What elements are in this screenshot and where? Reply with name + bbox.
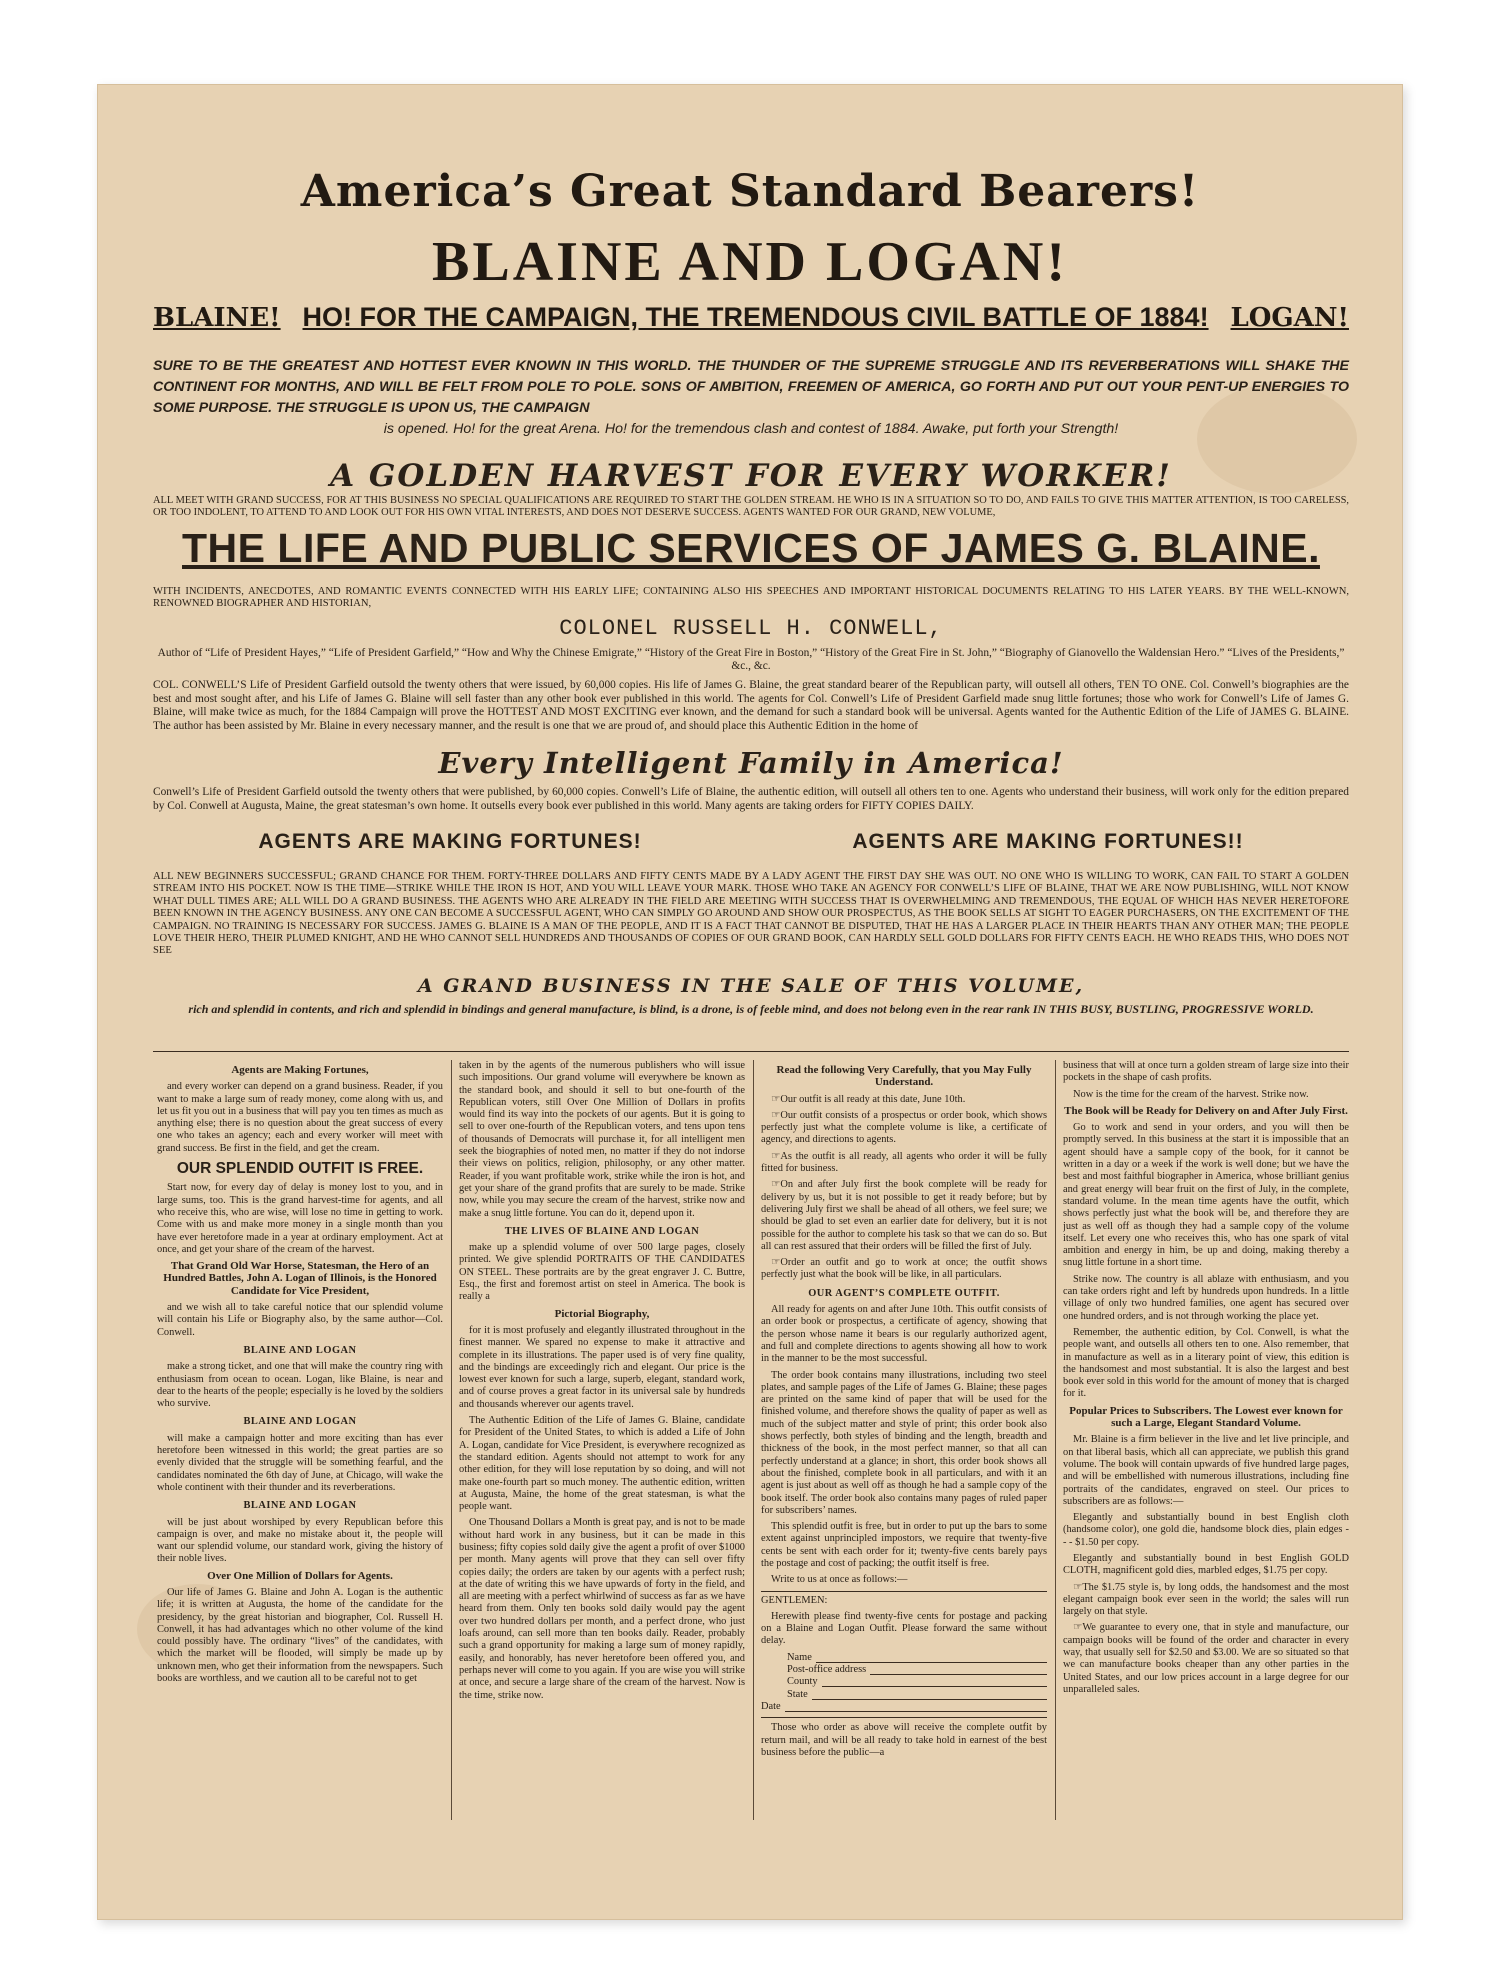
column-4 [1063,1060,1349,1820]
col1-subheading: BLAINE AND LOGAN [243,1416,357,1428]
col3-item: ☞Order an outfit and go to work at once; the outfit shows perfectly just what the book will be like, in all particulars. [761,1257,1047,1281]
col1-subheading: BLAINE AND LOGAN [243,1344,357,1356]
col3-read-heading: Read the following Very Carefully, that you May Fully Understand. [776,1064,1032,1089]
col1-outfit-heading: OUR SPLENDID OUTFIT IS FREE. [176,1160,424,1178]
col4-delivery-heading: The Book will be Ready for Delivery on and After July First. [1064,1104,1348,1117]
col3-paragraph: The order book contains many illustrations, including two steel plates, and sample pages of the Life of James G. Blaine; these pages are printed on the same kind of paper that will be used for the finished volume, and therefore shows the quality of paper as well as much of the subject matter and style of print; this order book also shows perfectly, both styles of binding and the length, breadth and thickness of the book, in the most perfect manner, so that all can perfectly understand at a glance; in short, this order book shows all about the finished, complete book in all particulars, and with it an agent is just about as well off as though he had a sample copy of the book itself. The order book also contains many pages of ruled paper for subscribers’ names. [761,1369,1047,1516]
col1-million-heading: Over One Million of Dollars for Agents. [207,1569,393,1582]
pointing-hand-icon: ☞ [1073,1622,1083,1634]
pointing-hand-icon: ☞ [1073,1581,1083,1593]
col4-paragraph: Go to work and send in your orders, and you will then be promptly served. In this business at the start it is impossible that an agent should have a sample copy of the book, for it cannot be written in a day or a week if the work is well done; but we have the best and most faithful biographer in America, whose brilliant genius and great energy will bear fruit on the first of July, in the complete, standard volume. In the mean time agents have the outfit, which shows perfectly just what the book will be, and therefore they are just as well off as though they had a sample copy of the volume itself. Let every one who receives this, who has one spark of vital ambition and energy in him, be up and doing, making thereby a snug little fortune in a short time. [1063,1122,1349,1269]
rich-paragraph: rich and splendid in contents, and rich and splendid in bindings and general manufacture, is blind, is a drone, is of feeble mind, and does not belong even in the rear rank IN THIS BUSY, BUSTLING, PROGRESSIVE WORLD. [188,1002,1314,1016]
col1-paragraph: and we wish all to take careful notice that our splendid volume will contain his Life or Biography also, by the same author—Col. Conwell. [157,1302,443,1338]
col2-paragraph: The Authentic Edition of the Life of James G. Blaine, candidate for President of the United States, to which is added a Life of John A. Logan, candidate for Vice President, is everywhere recognized as the standard edition. Agents should not attempt to work for any other edition, for they will lose reputation by so doing, and will not make one-fourth part so much money. The authentic edition, written at Augusta, Maine, the home of the great statesman, is what the people want. [459,1415,745,1513]
intelligent-family-heading: Every Intelligent Family in America! [438,746,1064,780]
form-divider [761,1591,1047,1592]
form-date-line: Date [761,1701,1047,1713]
col3-item: ☞On and after July first the book complete will be ready for delivery by us, but it is not possible to get it ready before; but by delivering July first we shall be ahead of all others, we feel sure; we should be glad to set even an earlier date for delivery, but it is not possible for the author to complete his task so that we can do so. But all can rest assured that their orders will be filled the first of July. [761,1179,1047,1252]
col3-paragraph: All ready for agents on and after June 10th. This outfit consists of an order book or prospectus, a certificate of agency, showing that the person whose name it bears is our regularly authorized agent, and full and complete directions to agents showing all how to work in the manner to be the most successful. [761,1304,1047,1365]
col4-paragraph: Strike now. The country is all ablaze with enthusiasm, and you can take orders right and left by hundreds upon hundreds. In a little village of only two hundred families, one agent has secured over one hundred orders, and is not through working the place yet. [1063,1273,1349,1322]
pointing-hand-icon: ☞ [771,1093,781,1105]
section-divider [153,1051,1349,1052]
col4-paragraph: Elegantly and substantially bound in best English GOLD CLOTH, magnificent gold dies, marbled edges, $1.75 per copy. [1063,1552,1349,1577]
intro-paragraph [153,356,1349,440]
col3-item: ☞Our outfit is all ready at this date, June 10th. [771,1093,966,1105]
col4-paragraph: Mr. Blaine is a firm believer in the live and let live principle, and on that liberal basis, which all can appreciate, we publish this grand volume. The book will contain upwards of five hundred large pages, and will be embellished with numerous illustrations, including fine portraits of the candidates, engraved on steel. Our prices to subscribers are as follows:— [1063,1434,1349,1507]
fortunes-left: AGENTS ARE MAKING FORTUNES! [258,830,642,853]
col2-lives-heading: THE LIVES OF BLAINE AND LOGAN [504,1225,700,1237]
agents-fortunes-banner [153,830,1349,854]
col2-paragraph: for it is most profusely and elegantly illustrated throughout in the finest manner. We spared no expense to make it attractive and complete in its illustrations. The paper used is of very fine quality, and the bindings are exceedingly rich and elegant. Our price is the lowest ever known for such a large, superb, elegant, standard work, and of course proves a great factor in its universal sale by hundreds and thousands wherever our agents travel. [459,1324,745,1410]
column-2 [459,1060,745,1820]
intro-text: SURE TO BE THE GREATEST AND HOTTEST EVER KNOWN IN THIS WORLD. THE THUNDER OF THE SUPREME STRUGGLE AND ITS REVERBERATIONS WILL SHAKE THE CONTINENT FOR MONTHS, AND WILL BE FELT FROM POLE TO POLE. SONS OF AMBITION, FREEMEN OF AMERICA, GO FORTH AND PUT OUT YOUR PENT-UP ENERGIES TO SOME PURPOSE. THE STRUGGLE IS UPON US, THE CAMPAIGN [153,358,1349,416]
form-name-line: Name [761,1652,1047,1664]
campaign-banner [153,302,1349,333]
banner-left-name: BLAINE! [153,302,281,333]
author-of-list: Author of “Life of President Hayes,” “Life of President Garfield,” “How and Why the Chinese Emigrate,” “History of the Great Fire in Boston,” “History of the Great Fire in St. John,” “Biography of Gianovello the Waldensian Hero.” “Lives of the Presidents,” &c., &c. [157,647,1345,672]
col4-paragraph: Now is the time for the cream of the harvest. Strike now. [1073,1088,1309,1100]
fortunes-right: AGENTS ARE MAKING FORTUNES!! [852,830,1244,853]
intro-last-line: is opened. Ho! for the great Arena. Ho! for the tremendous clash and contest of 1884. Awake, put forth your Strength! [383,421,1119,437]
col2-paragraph: taken in by the agents of the numerous publishers who will issue such impositions. Our grand volume will everywhere be known as the standard book, and should it sell to but one-fourth of the Republican voters, still Over One Million of Dollars in profits would find its way into the pockets of our agents. But it is going to sell to over one-fourth of the Republican voters, and tens upon tens of thousands of Democrats will purchase it, for all intelligent men seek the biographies of noted men, no matter if they do not indorse their views on politics, religion, philosophy, or any other matter. Reader, if you want profitable work, strike while the iron is hot, and get your share of the grand profits that are surely to be made. Strike now, while you may secure the cream of the harvest, strike now and make a snug little fortune. You can do it, depend upon it. [459,1060,745,1219]
col2-pictorial-heading: Pictorial Biography, [554,1307,650,1320]
col2-paragraph: make up a splendid volume of over 500 large pages, closely printed. We give splendid PORTRAITS OF THE CANDIDATES ON STEEL. These portraits are by the great engraver J. C. Buttre, Esq., the first and foremost artist on steel in America. The book is really a [459,1242,745,1303]
pointing-hand-icon: ☞ [771,1257,781,1269]
form-county-line: County [761,1676,1047,1688]
column-1 [157,1060,443,1820]
col4-item: ☞The $1.75 style is, by long odds, the handsomest and the most elegant campaign book ever seen in the world; the sales will run largely on that style. [1063,1581,1349,1618]
col1-paragraph: will make a campaign hotter and more exciting than has ever heretofore been witnessed in this world; the great parties are so evenly divided that the struggle will be something fearful, and the candidates nominated the 6th day of June, at Chicago, will wake the whole continent with their thunder and its reverberations. [157,1432,443,1493]
col1-logan-heading: That Grand Old War Horse, Statesman, the Hero of an Hundred Battles, John A. Logan of Illinois, is the Honored Candidate for Vice President, [163,1260,437,1297]
headline-standard-bearers: America’s Great Standard Bearers! [300,166,1200,217]
with-incidents-paragraph: WITH INCIDENTS, ANECDOTES, AND ROMANTIC EVENTS CONNECTED WITH HIS EARLY LIFE; CONTAINING ALSO HIS SPEECHES AND IMPORTANT HISTORICAL DOCUMENTS RELATING TO HIS LATER YEARS. BY THE WELL-KNOWN, RENOWNED BIOGRAPHER AND HISTORIAN, [153,586,1349,609]
col1-subheading: BLAINE AND LOGAN [243,1500,357,1512]
pointing-hand-icon: ☞ [771,1179,781,1191]
form-instructions: Herewith please find twenty-five cents for postage and packing on a Blaine and Logan Outfit. Please forward the same without delay. [761,1610,1047,1647]
golden-harvest-heading: A GOLDEN HARVEST FOR EVERY WORKER! [330,458,1172,494]
col1-paragraph: and every worker can depend on a grand business. Reader, if you want to make a large sum of ready money, come along with us, and let us fit you out in a business that will pay you ten times as much as anything else; there is no question about the great success of every one who takes an agency; each and every worker will meet with grand success. Be first in the field, and get the cream. [157,1081,443,1154]
column-rule [753,1060,754,1820]
headline-blaine-and-logan: BLAINE AND LOGAN! [432,231,1068,293]
col3-outfit-heading: OUR AGENT’S COMPLETE OUTFIT. [808,1287,1000,1299]
col2-paragraph: One Thousand Dollars a Month is great pay, and is not to be made without hard work in any business, but it can be made in this business; fifty copies sold daily give the agent a profit of over $1000 per month. Many agents will prove that they can sell over fifty copies daily; the orders are taken by our agents with a perfect rush; at the date of writing this we have upwards of forty in the field, and all are meeting with a perfect whirlwind of success as far as we have heard from them. Only ten books sold daily would pay the agent over two hundred dollars per month, and a perfect drone, who just loafs around, can sell more than ten books daily. Reader, probably such a grand opportunity for making a large sum of money rapidly, easily, and honorably, has never heretofore been offered you, and perhaps never will come to you again. If you are wise you will strike at once, and secure a large share of the cream of the harvest. Now is the time, strike now. [459,1517,745,1701]
form-state-line: State [761,1689,1047,1701]
form-salutation: GENTLEMEN: [761,1594,828,1606]
banner-right-name: LOGAN! [1230,302,1349,333]
col3-paragraph: This splendid outfit is free, but in order to put up the bars to some extent against unprincipled impostors, we require that twenty-five cents be sent with each order for it; twenty-five cents barely pays the postage and cost of packing; the outfit itself is free. [761,1521,1047,1569]
col3-item: ☞As the outfit is all ready, all agents who order it will be fully fitted for business. [761,1150,1047,1175]
all-meet-paragraph: ALL MEET WITH GRAND SUCCESS, FOR AT THIS BUSINESS NO SPECIAL QUALIFICATIONS ARE REQUIRED TO START THE GOLDEN STREAM. HE WHO IS IN A SITUATION SO TO DO, AND FAILS TO GIVE THIS MATTER ATTENTION, IS TOO CARELESS, OR TOO INDOLENT, TO ATTEND TO AND LOOK OUT FOR HIS OWN VITAL INTERESTS, AND DOES NOT DESERVE SUCCESS. AGENTS WANTED FOR OUR GRAND, NEW VOLUME, [153,495,1349,518]
col4-paragraph: Remember, the authentic edition, by Col. Conwell, is what the people want, and outsells all others ten to one. Also remember, that in manufacture as well as in a literary point of view, this edition is the handsomest and most substantial. It is also the largest and best book ever sold in this world for the amount of money that is charged for it. [1063,1326,1349,1400]
pointing-hand-icon: ☞ [771,1109,781,1121]
all-new-paragraph: ALL NEW BEGINNERS SUCCESSFUL; GRAND CHANCE FOR THEM. FORTY-THREE DOLLARS AND FIFTY CENTS MADE BY A LADY AGENT THE FIRST DAY SHE WAS OUT. NO ONE WHO IS WILLING TO WORK, CAN FAIL TO START A GOLDEN STREAM INTO HIS POCKET. NOW IS THE TIME—STRIKE WHILE THE IRON IS HOT, AND YOU WILL LEAVE YOUR MARK. THOSE WHO TAKE AN AGENCY FOR CONWELL’S LIFE OF BLAINE, THAT WE ARE NOW PUBLISHING, WILL NOT KNOW WHAT DULL TIMES ARE; ALL WILL DO A GRAND BUSINESS. THE AGENTS WHO ARE ALREADY IN THE FIELD ARE MEETING WITH SUCCESS THAT IS OVERWHELMING AND TREMENDOUS, THE EQUAL OF WHICH HAS NEVER HERETOFORE BEEN KNOWN IN THE AGENCY BUSINESS. ANY ONE CAN BECOME A SUCCESSFUL AGENT, WHO CAN SIMPLY GO AROUND AND SHOW OUR PROSPECTUS, AS THE BOOK SELLS AT SIGHT TO EAGER PURCHASERS, ON THE EXCITEMENT OF THE CAMPAIGN. NO TRAINING IS NECESSARY FOR SUCCESS. JAMES G. BLAINE IS A MAN OF THE PEOPLE, AND IT IS A FACT THAT CANNOT BE DISPUTED, THAT HE HAS A LARGER PLACE IN THEIR HEARTS THAN ANY OTHER MAN; THE PEOPLE LOVE THEIR HERO, THEIR PLUMED KNIGHT, AND HE WHO CANNOT SELL HUNDREDS AND THOUSANDS OF COPIES OF OUR GRAND BOOK, CAN HARDLY SELL GOLD DOLLARS FOR FIFTY CENTS EACH. HE WHO READS THIS, WHO DOES NOT SEE [153,871,1349,957]
author-name: COLONEL RUSSELL H. CONWELL, [559,616,943,641]
col4-prices-heading: Popular Prices to Subscribers. The Lowest ever known for such a Large, Elegant Standard Volume. [1069,1404,1343,1430]
column-rule [451,1060,452,1820]
col1-paragraph: Our life of James G. Blaine and John A. Logan is the authentic life; it is written at Augusta, the home of the candidate for the presidency, by the great historian and biographer, Col. Russell H. Conwell, it has had advantages which no other volume of the kind could possibly have. The ordinary “lives” of the candidates, with which the market will be flooded, will simply be made up by unknown men, who get their information from the newspapers. Such books are worthless, and we caution all to be careful not to get [157,1586,443,1685]
broadside-poster [97,84,1403,1920]
col1-paragraph: make a strong ticket, and one that will make the country ring with enthusiasm from ocean to ocean. Logan, like Blaine, is near and dear to the hearts of the people; especially is he loved by the soldiers who survive. [157,1361,443,1410]
col3-paragraph: Write to us at once as follows:— [771,1574,908,1586]
conwells-life-paragraph: Conwell’s Life of President Garfield outsold the twenty others that were published, by 60,000 copies. Conwell’s Life of Blaine, the authentic edition, will outsell all others ten to one. Agents who understand their business, will work only for the edition prepared by Col. Conwell at Augusta, Maine, the great statesman’s own home. It outsells every book ever published in this world. Many agents are taking orders for FIFTY COPIES DAILY. [153,786,1349,812]
col1-paragraph: will be just about worshiped by every Republican before this campaign is over, and make no mistake about it, the people will want our splendid volume, our standard work, giving the history of their noble lives. [157,1516,443,1565]
col3-item: ☞Our outfit consists of a prospectus or order book, which shows perfectly just what the complete volume is like, a certificate of agency, and directions to agents. [761,1109,1047,1146]
col-conwell-paragraph: COL. CONWELL’S Life of President Garfield outsold the twenty others that were issued, by 60,000 copies. His life of James G. Blaine, the great standard bearer of the Republican party, will outsell all others, TEN TO ONE. Col. Conwell’s biographies are the best and most sought after, and his Life of James G. Blaine will sell faster than any other book ever published in this world. The agents for Col. Conwell’s Life of President Garfield made snug little fortunes; those who work for Conwell’s Life of James G. Blaine, will make twice as much, for the 1884 Campaign will prove the HOTTEST AND MOST EXCITING ever known, and the demand for such a standard book will be universal. Agents wanted for the Authentic Edition of the Life of JAMES G. BLAINE. The author has been assisted by Mr. Blaine in every necessary manner, and the result is one that we are proud of, and should place this Authentic Edition in the home of [153,679,1349,732]
grand-business-heading: A GRAND BUSINESS IN THE SALE OF THIS VOLUME, [417,975,1085,997]
col4-item: ☞We guarantee to every one, that in style and manufacture, our campaign books will be found of the order and character in every way, that usually sell for $2.50 and $3.00. We are so situated so that we can manufacture books cheaper than any other parties in the United States, and our low prices account in a large degree for our unparalleled sales. [1063,1622,1349,1695]
banner-campaign-text: HO! FOR THE CAMPAIGN, THE TREMENDOUS CIVIL BATTLE OF 1884! [302,302,1209,332]
col4-paragraph: business that will at once turn a golden stream of large size into their pockets in the shape of cash profits. [1063,1060,1349,1084]
column-3 [761,1060,1047,1820]
form-divider [761,1717,1047,1718]
col4-paragraph: Elegantly and substantially bound in best English cloth (handsome color), one gold die, handsome block dies, plain edges - - - $1.50 per copy. [1063,1512,1349,1548]
col3-paragraph: Those who order as above will receive the complete outfit by return mail, and will be all ready to take hold in earnest of the best business before the public—a [761,1722,1047,1758]
column-rule [1055,1060,1056,1820]
book-title: THE LIFE AND PUBLIC SERVICES OF JAMES G. BLAINE. [182,525,1320,571]
col1-paragraph: Start now, for every day of delay is money lost to you, and in large sums, too. This is the grand harvest-time for agents, and all who receive this, who are wise, will lose no time in getting to work. Come with us and make more money in a single month than you have ever heretofore made in a year at ordinary employment. Act at once, and get your share of the cream of the harvest. [157,1182,443,1255]
form-post-office-line: Post-office address [761,1664,1047,1676]
pointing-hand-icon: ☞ [771,1150,781,1162]
col1-heading: Agents are Making Fortunes, [231,1064,369,1076]
